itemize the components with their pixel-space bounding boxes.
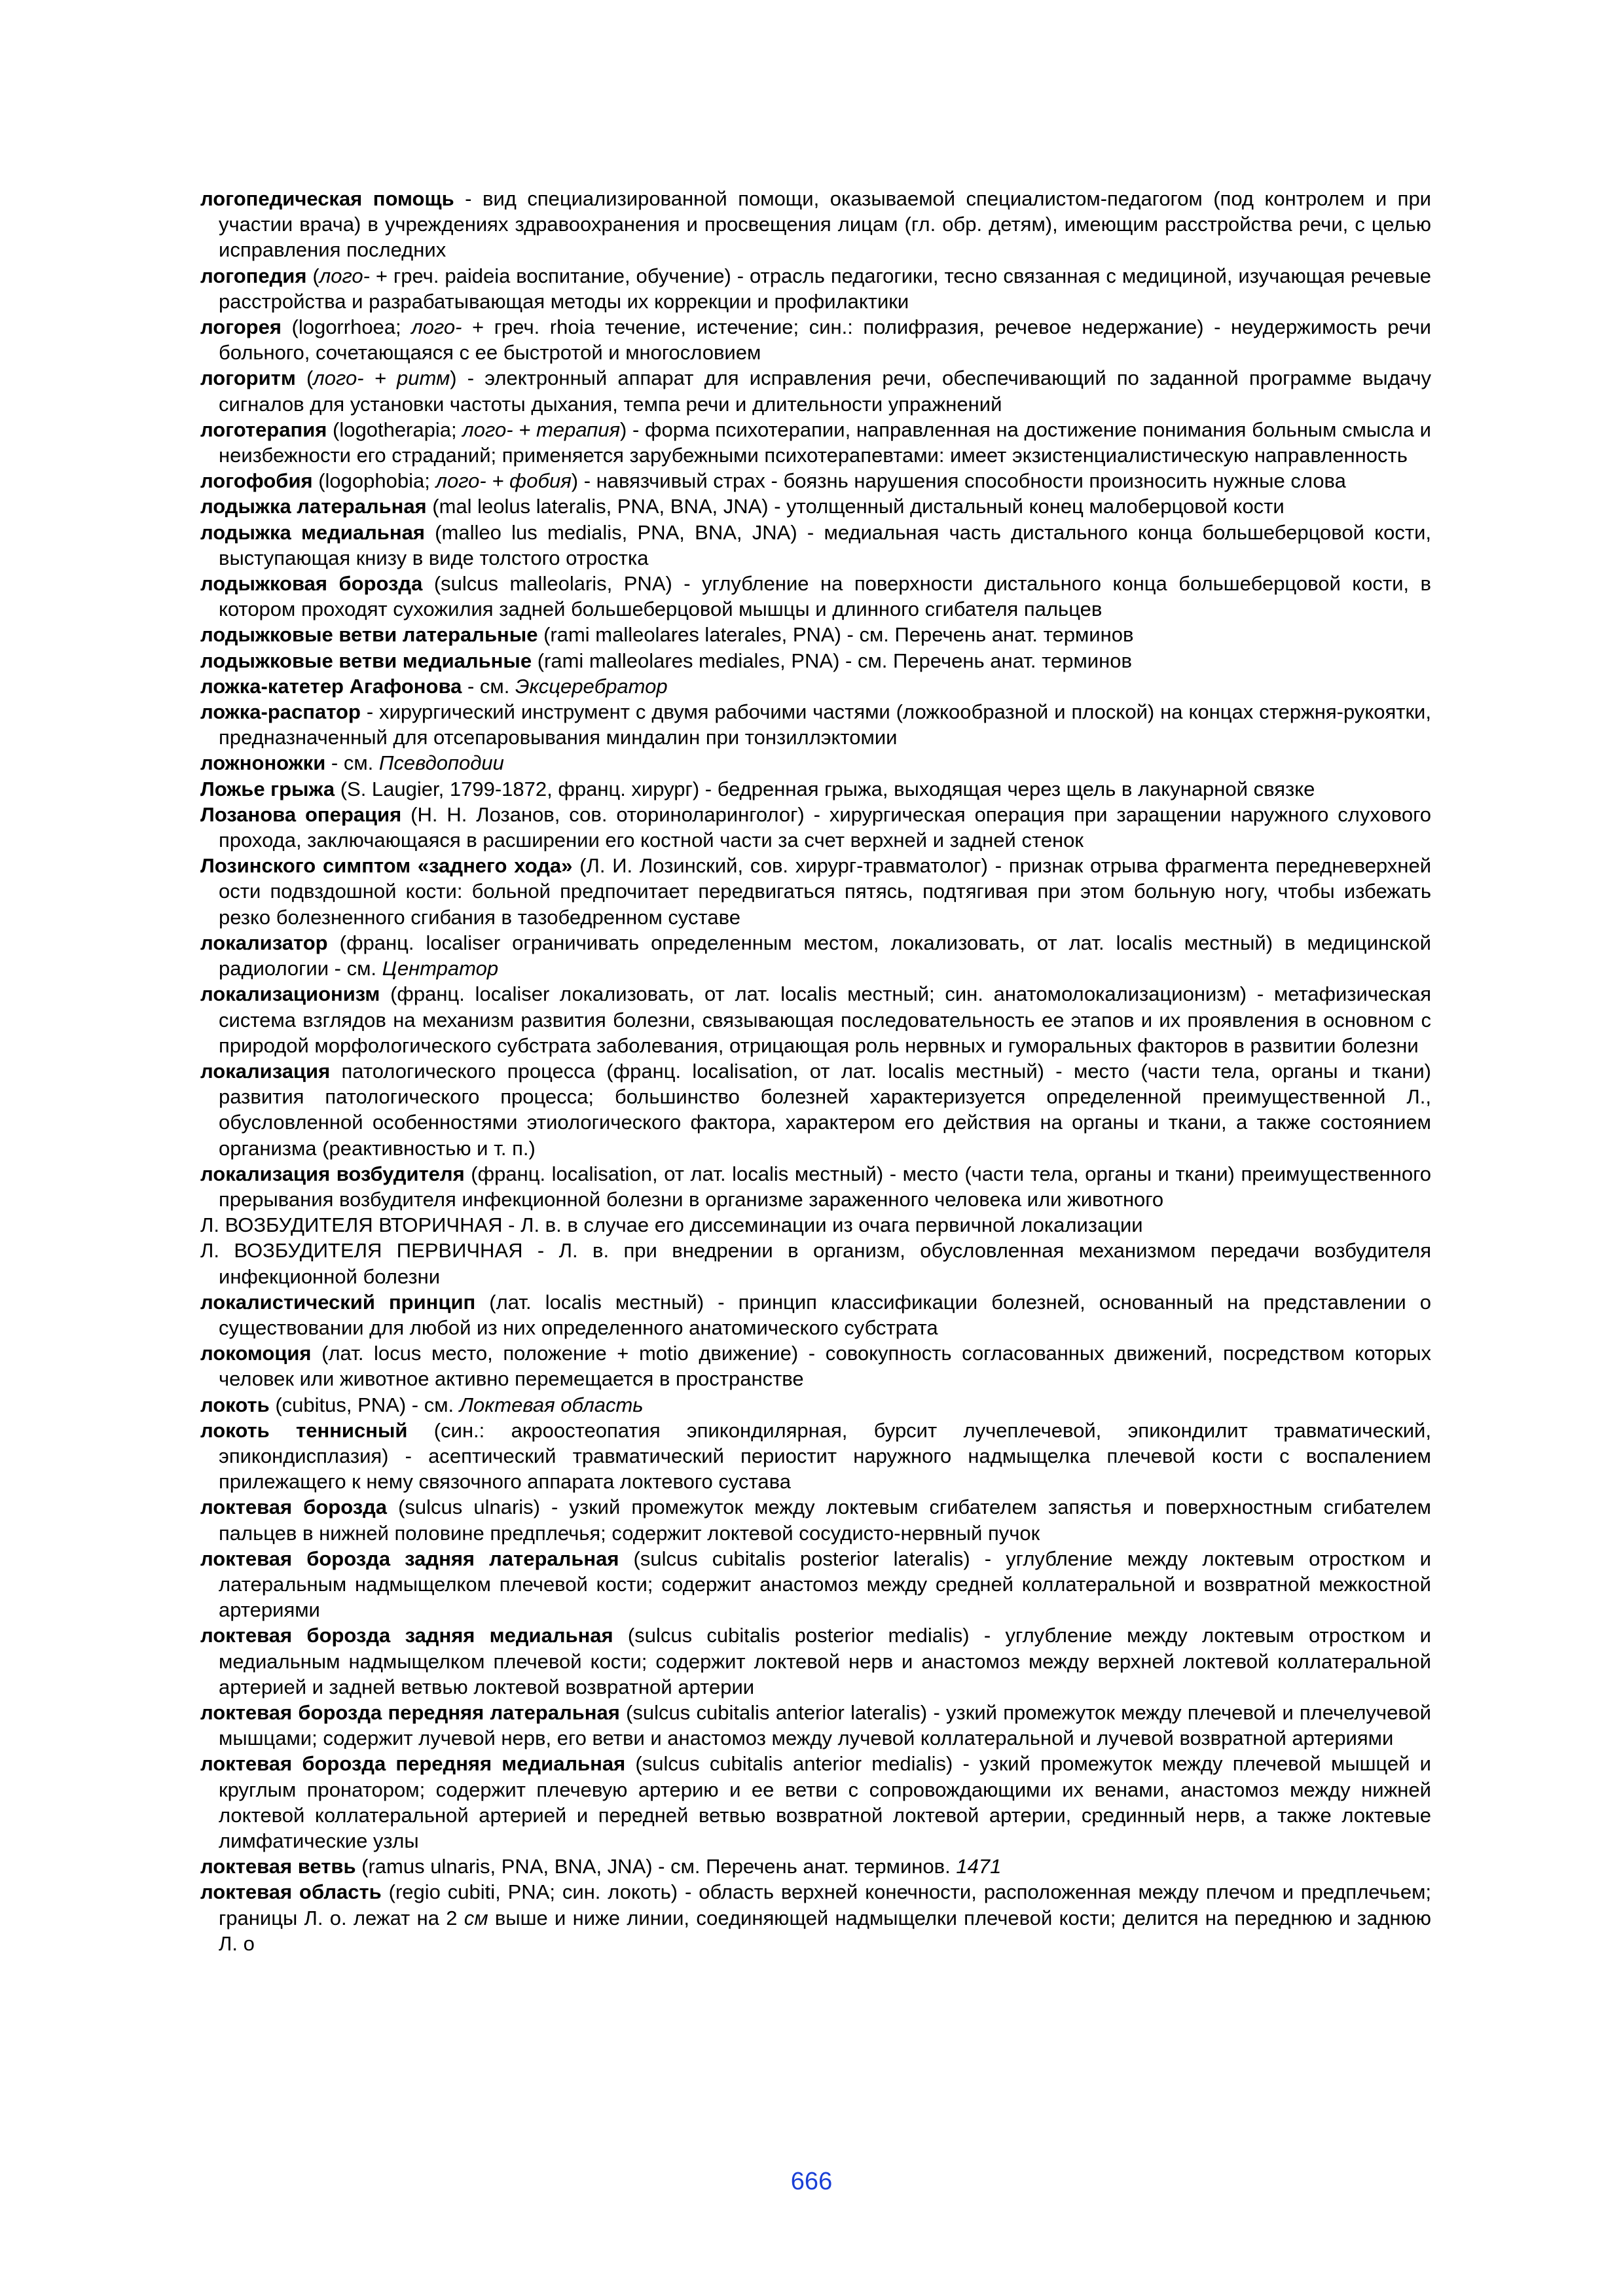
- entry-term: локоть теннисный: [200, 1418, 408, 1442]
- entry-italic-text: лого- + терапия: [462, 418, 621, 441]
- entry-definition-text: (Л. И. Лозинский, сов. хирург-травматолог) - признак отрыва фрагмента передневерхней ости подвздошной кости: больной предпочитает передвигаться пятясь, подтягивая при этом больную ногу, чтобы избежать резко болезненного сгибания в тазобедренном суставе: [219, 854, 1432, 929]
- entry-definition-text: - вид специализированной помощи, оказываемой специалистом-педагогом (под контролем и при участии врача) в учреждениях здравоохранения и просвещения лицам (гл. обр. детям), имеющим расстройства речи, с целью исправления последних: [219, 187, 1431, 262]
- entry-definition-text: (rami malleolares mediales, PNA) - см. Перечень анат. терминов: [532, 649, 1132, 672]
- dictionary-entry: [200, 981, 1431, 1058]
- dictionary-entry: [200, 699, 1431, 750]
- dictionary-entry: [200, 673, 1431, 699]
- entry-definition-text: (лат. locus место, положение + motio движение) - совокупность согласованных движений, посредством которых человек или животное активно перемещается в пространстве: [219, 1342, 1431, 1391]
- dictionary-entry: [200, 468, 1431, 493]
- dictionary-entry: [200, 930, 1431, 981]
- entry-term: ложка-катетер Агафонова: [200, 674, 462, 698]
- entry-definition-text: (rami malleolares laterales, PNA) - см. Перечень анат. терминов: [538, 623, 1134, 647]
- entry-definition-text: - см.: [325, 751, 379, 775]
- dictionary-entry: [200, 1700, 1431, 1751]
- entry-definition-text: (sulcus cubitalis anterior medialis) - узкий промежуток между плечевой мышцей и круглым пронатором; содержит плечевую артерию и ее ветви с сопровождающими их венами, анастомоз между нижней локтевой коллатеральной артерией и передней ветвью возвратной локтевой артерии, срединный нерв, а также локтевые лимфатические узлы: [219, 1752, 1431, 1852]
- entry-term: лодыжковые ветви медиальные: [200, 649, 532, 672]
- dictionary-entry: [200, 314, 1431, 365]
- entry-definition-text: ) - электронный аппарат для исправления речи, обеспечивающий по заданной программе выдачу сигналов для установки частоты дыхания, темпа речи и длительности упражнений: [219, 367, 1432, 416]
- dictionary-entry: [200, 1418, 1431, 1495]
- entry-definition-text: (malleo lus medialis, PNA, BNA, JNA) - медиальная часть дистального конца большеберцовой кости, выступающая книзу в виде толстого отростка: [219, 520, 1431, 569]
- entry-italic-text: лого- + ритм: [313, 367, 450, 390]
- entry-term: локализация: [200, 1059, 331, 1083]
- entry-definition-text: (logorrhoea;: [281, 315, 412, 339]
- dictionary-entry: [200, 750, 1431, 776]
- dictionary-entry: [200, 853, 1431, 930]
- entry-term: локтевая борозда задняя медиальная: [200, 1624, 613, 1647]
- entry-term: логопедия: [200, 264, 307, 287]
- entry-definition-text: (cubitus, PNA) - см.: [269, 1393, 460, 1416]
- dictionary-entry: [200, 1238, 1431, 1289]
- dictionary-entry: [200, 263, 1431, 314]
- entry-term: локалистический принцип: [200, 1290, 476, 1314]
- entry-term: Лозанова операция: [200, 802, 402, 826]
- dictionary-entry: [200, 1751, 1431, 1854]
- entry-definition-text: выше и ниже линии, соединяющей надмыщелки плечевой кости; делится на переднюю и заднюю Л. о: [219, 1906, 1431, 1955]
- entry-term: локоть: [200, 1393, 270, 1416]
- entry-definition-text: (франц. localiser локализовать, от лат. localis местный; син. анатомолокализационизм) - метафизическая система взглядов на механизм развития болезни, связывающая последовательность ее этапов и их проявления в основном с природой морфологического субстрата заболевания, отрицающая роль нервных и гуморальных факторов в развитии болезни: [219, 982, 1431, 1057]
- entry-definition-text: (S. Laugier, 1799-1872, франц. хирург) - бедренная грыжа, выходящая через щель в лакунарной связке: [335, 777, 1315, 800]
- entry-definition-text: ) - форма психотерапии, направленная на достижение понимания больным смысла и неизбежности его страданий; применяется зарубежными психотерапевтами: имеет экзистенциалистическую направленность: [219, 418, 1431, 467]
- entry-definition-text: (франц. localiser ограничивать определенным местом, локализовать, от лат. localis местный) в медицинской радиологии - см.: [219, 931, 1431, 980]
- entry-definition-text: (: [306, 264, 319, 287]
- dictionary-entry: [200, 186, 1431, 263]
- entry-term: ложка-распатор: [200, 700, 361, 724]
- entry-italic-text: Центратор: [382, 957, 499, 980]
- entry-definition-text: (Н. Н. Лозанов, сов. оториноларинголог) - хирургическая операция при заращении наружного слухового прохода, заключающаяся в расширении его костной части за счет верхней и задней стенок: [219, 802, 1431, 852]
- entry-term: локтевая борозда передняя латеральная: [200, 1700, 620, 1724]
- entry-italic-text: Эксцеребратор: [515, 674, 668, 698]
- entry-definition-text: (regio cubiti, PNA; син. локоть) - область верхней конечности, расположенная между плечом и предплечьем; границы Л. о. лежат на 2: [219, 1880, 1431, 1929]
- entry-definition-text: - см.: [462, 674, 515, 698]
- entry-term: логоритм: [200, 367, 296, 390]
- entry-term: локомоция: [200, 1342, 312, 1365]
- entry-definition-text: (лат. localis местный) - принцип классификации болезней, основанный на представлении о существовании для любой из них определенного анатомического субстрата: [219, 1290, 1431, 1339]
- entry-definition-text: патологического процесса (франц. localisation, от лат. localis местный) - место (части тела, органы и ткани) развития патологического процесса; большинство болезней характеризуется определенной преимущественной Л., обусловленной особенностями этиологического фактора, характером его действия на органы и ткани, а также состоянием организма (реактивностью и т. п.): [219, 1059, 1431, 1160]
- entry-term: локализатор: [200, 931, 328, 954]
- dictionary-entry: [200, 1058, 1431, 1161]
- entry-definition-text: (logophobia;: [312, 469, 436, 493]
- entry-term: ложноножки: [200, 751, 326, 775]
- dictionary-entry: [200, 365, 1431, 416]
- entry-term: локтевая борозда задняя латеральная: [200, 1547, 619, 1570]
- entry-italic-text: лого-: [411, 315, 462, 339]
- entry-italic-text: см: [464, 1906, 488, 1929]
- entry-definition-text: ) - навязчивый страх - боязнь нарушения способности произносить нужные слова: [571, 469, 1346, 493]
- entry-term: локтевая область: [200, 1880, 382, 1904]
- entry-term: логотерапия: [200, 418, 327, 441]
- entry-term: Ложье грыжа: [200, 777, 335, 800]
- dictionary-entry: [200, 1340, 1431, 1391]
- entry-definition-text: (: [295, 367, 314, 390]
- entry-definition-text: (sulcus malleolaris, PNA) - углубление на поверхности дистального конца большеберцовой кости, в котором проходят сухожилия задней большеберцовой мышцы и длинного сгибателя пальцев: [219, 572, 1431, 621]
- entry-term: локтевая ветвь: [200, 1855, 356, 1878]
- entry-italic-text: лого-: [319, 264, 370, 287]
- entry-definition-text: (sulcus ulnaris) - узкий промежуток между локтевым сгибателем запястья и поверхностным сгибателем пальцев в нижней половине предплечья; содержит локтевой сосудисто-нервный пучок: [219, 1496, 1431, 1545]
- entry-italic-text: 1471: [956, 1855, 1002, 1878]
- entry-definition-text: (sulcus cubitalis anterior lateralis) - узкий промежуток между плечевой и плечелучевой мышцами; содержит лучевой нерв, его ветви и анастомоз между лучевой коллатеральной и лучевой возвратной артериями: [219, 1700, 1431, 1750]
- dictionary-entry: [200, 1546, 1431, 1623]
- entry-definition-text: (logotherapia;: [327, 418, 463, 441]
- dictionary-entry: [200, 571, 1431, 622]
- entry-definition-text: Л. ВОЗБУДИТЕЛЯ ПЕРВИЧНАЯ - Л. в. при внедрении в организм, обусловленная механизмом передачи возбудителя инфекционной болезни: [200, 1239, 1431, 1288]
- entry-definition-text: (франц. localisation, от лат. localis местный) - место (части тела, органы и ткани) преимущественного прерывания возбудителя инфекционной болезни в организме зараженного человека или животного: [219, 1162, 1432, 1211]
- entry-definition-text: (ramus ulnaris, PNA, BNA, JNA) - см. Перечень анат. терминов.: [356, 1855, 957, 1878]
- entry-definition-text: + греч. paideia воспитание, обучение) - отрасль педагогики, тесно связанная с медициной, изучающая речевые расстройства и разрабатывающая методы их коррекции и профилактики: [219, 264, 1432, 313]
- entry-term: локализационизм: [200, 982, 380, 1006]
- dictionary-entry: [200, 1392, 1431, 1418]
- dictionary-entry: [200, 1494, 1431, 1545]
- entry-term: Лозинского симптом «заднего хода»: [200, 854, 573, 878]
- entry-term: локтевая борозда: [200, 1496, 388, 1519]
- entry-term: лодыжковые ветви латеральные: [200, 623, 538, 647]
- entry-term: лодыжковая борозда: [200, 572, 423, 596]
- dictionary-page: [200, 186, 1431, 1956]
- page-number: 666: [790, 2168, 833, 2195]
- entry-term: логопедическая помощь: [200, 187, 454, 210]
- entry-term: логорея: [200, 315, 282, 339]
- entry-italic-text: лого- + фобия: [435, 469, 572, 493]
- dictionary-entry: [200, 1854, 1431, 1879]
- dictionary-entry: [200, 493, 1431, 519]
- entry-term: локализация возбудителя: [200, 1162, 465, 1185]
- entry-definition-text: (sulcus cubitalis posterior lateralis) - углубление между локтевым отростком и латеральным надмыщелком плечевой кости; содержит анастомоз между средней коллатеральной и возвратной межкостной артериями: [219, 1547, 1431, 1622]
- entry-italic-text: Локтевая область: [459, 1393, 644, 1416]
- dictionary-entry: [200, 1289, 1431, 1340]
- dictionary-entry: [200, 520, 1431, 571]
- dictionary-entry: [200, 622, 1431, 647]
- entry-term: лодыжка медиальная: [200, 520, 425, 544]
- dictionary-entry: [200, 1623, 1431, 1700]
- entry-term: логофобия: [200, 469, 313, 493]
- entry-definition-text: - хирургический инструмент с двумя рабочими частями (ложкообразной и плоской) на концах стержня-рукоятки, предназначенный для отсепаровывания миндалин при тонзиллэктомии: [219, 700, 1431, 749]
- entry-definition-text: (sulcus cubitalis posterior medialis) - углубление между локтевым отростком и медиальным надмыщелком плечевой кости; содержит локтевой нерв и анастомоз между верхней локтевой коллатеральной артерией и задней ветвью локтевой возвратной артерии: [219, 1624, 1431, 1698]
- dictionary-entry: [200, 1879, 1431, 1956]
- entry-definition-text: Л. ВОЗБУДИТЕЛЯ ВТОРИЧНАЯ - Л. в. в случае его диссеминации из очага первичной локализации: [200, 1213, 1143, 1237]
- dictionary-entry: [200, 1212, 1431, 1238]
- entry-definition-text: (син.: акроостеопатия эпикондилярная, бурсит лучеплечевой, эпикондилит травматический, эпикондисплазия) - асептический травматический периостит наружного надмыщелка плечевой кости с воспалением прилежащего к нему связочного аппарата локтевого сустава: [219, 1418, 1431, 1494]
- entry-term: лодыжка латеральная: [200, 495, 427, 518]
- dictionary-entry: [200, 417, 1431, 468]
- entry-definition-text: (mal leolus lateralis, PNA, BNA, JNA) - утолщенный дистальный конец малоберцовой кости: [426, 495, 1285, 518]
- dictionary-entry: [200, 776, 1431, 802]
- entry-term: локтевая борозда передняя медиальная: [200, 1752, 626, 1776]
- entry-definition-text: + греч. rhoia течение, истечение; син.: полифразия, речевое недержание) - неудержимость речи больного, сочетающаяся с ее быстротой и многословием: [219, 315, 1431, 365]
- dictionary-entry: [200, 648, 1431, 673]
- entry-italic-text: Псевдоподии: [378, 751, 504, 775]
- dictionary-entry: [200, 802, 1431, 853]
- dictionary-entry: [200, 1161, 1431, 1212]
